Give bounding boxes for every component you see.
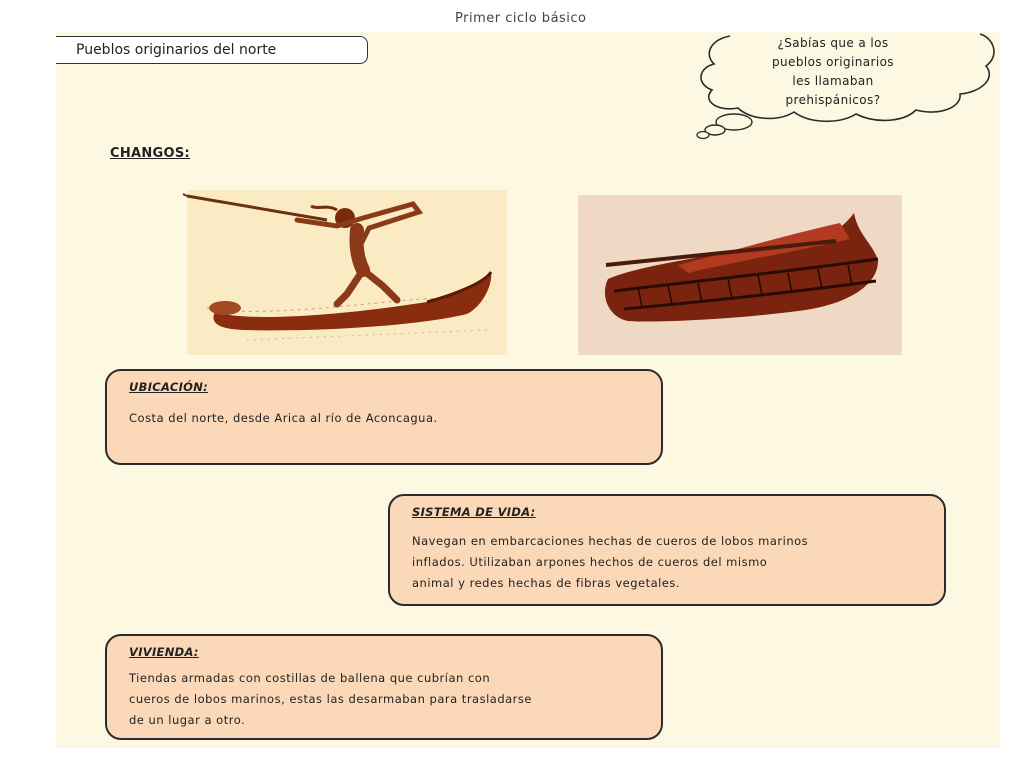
way-of-life-heading: SISTEMA DE VIDA: [412,505,536,519]
cut-off-header-text: Primer ciclo básico [455,11,587,26]
housing-heading: VIVIENDA: [129,645,199,659]
harpoon-hunter-illustration [187,190,507,355]
thought-line: pueblos originarios [772,55,894,69]
text-line: de un lugar a otro. [129,713,246,727]
location-heading: UBICACIÓN: [129,380,209,394]
text-line: animal y redes hechas de fibras vegetales. [412,576,681,590]
thought-line: les llamaban [792,74,874,88]
housing-text [129,668,661,731]
location-box [105,369,663,465]
text-line: Tiendas armadas con costillas de ballena que cubrían con [129,671,491,685]
housing-box [105,634,663,740]
sealskin-raft-photo [578,195,902,355]
thought-line: ¿Sabías que a los [777,36,889,50]
thought-bubble-text [740,34,926,110]
text-line: inflados. Utilizaban arpones hechos de cueros del mismo [412,555,768,569]
way-of-life-text [412,531,944,594]
location-text: Costa del norte, desde Arica al río de Aconcagua. [129,411,438,425]
thought-line: prehispánicos? [785,93,881,107]
text-line: cueros de lobos marinos, estas las desarmaban para trasladarse [129,692,532,706]
text-line: Navegan en embarcaciones hechas de cueros de lobos marinos [412,534,809,548]
page-title: Pueblos originarios del norte [56,36,368,64]
section-heading: CHANGOS: [110,146,191,161]
way-of-life-box [388,494,946,606]
